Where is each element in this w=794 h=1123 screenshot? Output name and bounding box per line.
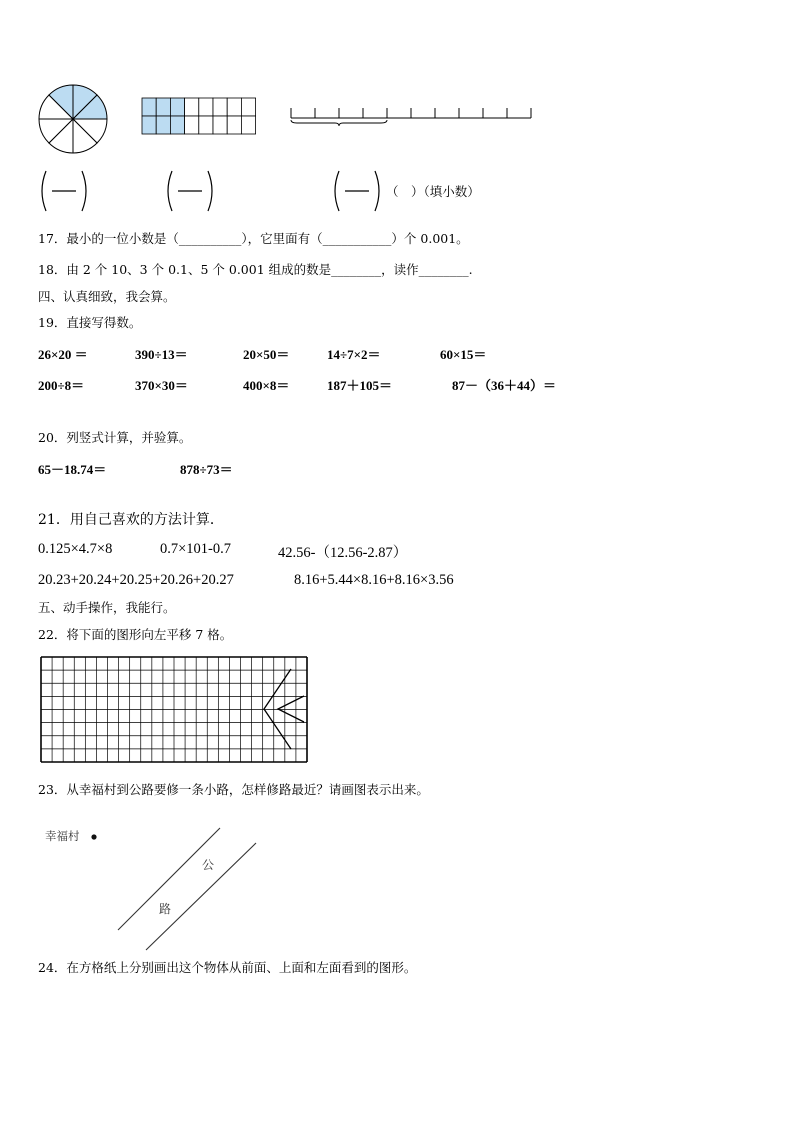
arrow-shape-inner xyxy=(278,696,304,722)
q17-blank-b[interactable]: ___________ xyxy=(322,231,392,246)
q20-item-1: 65－18.74＝ xyxy=(38,462,107,477)
q19-r2-item-4: 187＋105＝ xyxy=(327,378,393,393)
grid-cell xyxy=(142,98,156,116)
grid-cell xyxy=(170,98,184,116)
section-4-heading: 四、认真细致，我会算。 xyxy=(38,289,176,304)
q19-r2-item-5: 87－（36＋44）＝ xyxy=(452,378,557,393)
q21-r1-item-3: 42.56-（12.56-2.87） xyxy=(278,545,408,561)
decimal-answer-hint: （ ）（填小数） xyxy=(386,184,480,199)
question-18 xyxy=(38,260,473,278)
q21-r2-item-1: 20.23+20.24+20.25+20.26+20.27 xyxy=(38,572,234,588)
q21-r2-item-2: 8.16+5.44×8.16+8.16×3.56 xyxy=(294,572,454,588)
grid-cell xyxy=(227,98,241,116)
q19-r2-item-3: 400×8＝ xyxy=(243,378,290,393)
grid-cell xyxy=(213,98,227,116)
q19-r1-item-4: 14÷7×2＝ xyxy=(327,347,381,362)
grid-cell xyxy=(241,116,255,134)
q17-blank-a[interactable]: __________ xyxy=(178,231,242,246)
q17-text-b: ），它里面有（ xyxy=(241,231,323,246)
grid-cell xyxy=(241,98,255,116)
village-dot[interactable] xyxy=(90,833,98,841)
fraction-answer-box-2[interactable] xyxy=(164,168,216,214)
question-17 xyxy=(38,229,469,247)
question-21-title: 21．用自己喜欢的方法计算． xyxy=(38,512,224,528)
question-19-title: 19．直接写得数。 xyxy=(38,315,142,330)
q18-blank-b[interactable]: ________ xyxy=(418,262,469,277)
road-lines[interactable] xyxy=(115,826,260,952)
grid-cell xyxy=(199,116,213,134)
q17-text-c: ）个 0.001。 xyxy=(391,231,469,246)
q18-text-c: . xyxy=(468,262,473,277)
q19-r1-item-1: 26×20 ＝ xyxy=(38,347,88,362)
road-label-gong: 公 xyxy=(202,858,215,872)
q17-text-a: 17．最小的一位小数是（ xyxy=(38,231,179,246)
grid-cell xyxy=(142,116,156,134)
grid-cell xyxy=(185,98,199,116)
rectangle-fraction-figure xyxy=(141,97,257,135)
question-20-title: 20．列竖式计算，并验算。 xyxy=(38,430,192,445)
fraction-answer-box-3[interactable] xyxy=(331,168,383,214)
q21-r1-item-1: 0.125×4.7×8 xyxy=(38,541,113,557)
q19-r1-item-3: 20×50＝ xyxy=(243,347,290,362)
grid-cell xyxy=(227,116,241,134)
grid-cell xyxy=(213,116,227,134)
q18-text-a: 18．由 2 个 10、3 个 0.1、5 个 0.001 组成的数是 xyxy=(38,262,332,277)
grid-cell xyxy=(170,116,184,134)
q21-r1-item-2: 0.7×101-0.7 xyxy=(160,541,232,557)
q19-r1-item-5: 60×15＝ xyxy=(440,347,487,362)
question-22-title: 22．将下面的图形向左平移 7 格。 xyxy=(38,627,233,642)
road-label-lu: 路 xyxy=(159,902,172,916)
q18-text-b: ，读作 xyxy=(381,262,419,277)
number-line-brace xyxy=(291,120,387,126)
question-24-title: 24．在方格纸上分别画出这个物体从前面、上面和左面看到的图形。 xyxy=(38,960,417,975)
q18-blank-a[interactable]: ________ xyxy=(331,262,382,277)
section-5-heading: 五、动手操作，我能行。 xyxy=(38,600,176,615)
grid-cell xyxy=(199,98,213,116)
translation-grid[interactable] xyxy=(40,656,308,763)
circle-fraction-figure xyxy=(37,83,109,155)
question-23-title: 23．从幸福村到公路要修一条小路，怎样修路最近？请画图表示出来。 xyxy=(38,782,429,797)
q20-item-2: 878÷73＝ xyxy=(180,462,233,477)
village-label: 幸福村 xyxy=(45,829,80,843)
q19-r1-item-2: 390÷13＝ xyxy=(135,347,188,362)
q19-r2-item-1: 200÷8＝ xyxy=(38,378,85,393)
grid-cell xyxy=(156,116,170,134)
q19-r2-item-2: 370×30＝ xyxy=(135,378,188,393)
grid-cell xyxy=(156,98,170,116)
number-line-figure xyxy=(289,104,534,128)
grid-cell xyxy=(185,116,199,134)
fraction-answer-box-1[interactable] xyxy=(38,168,90,214)
